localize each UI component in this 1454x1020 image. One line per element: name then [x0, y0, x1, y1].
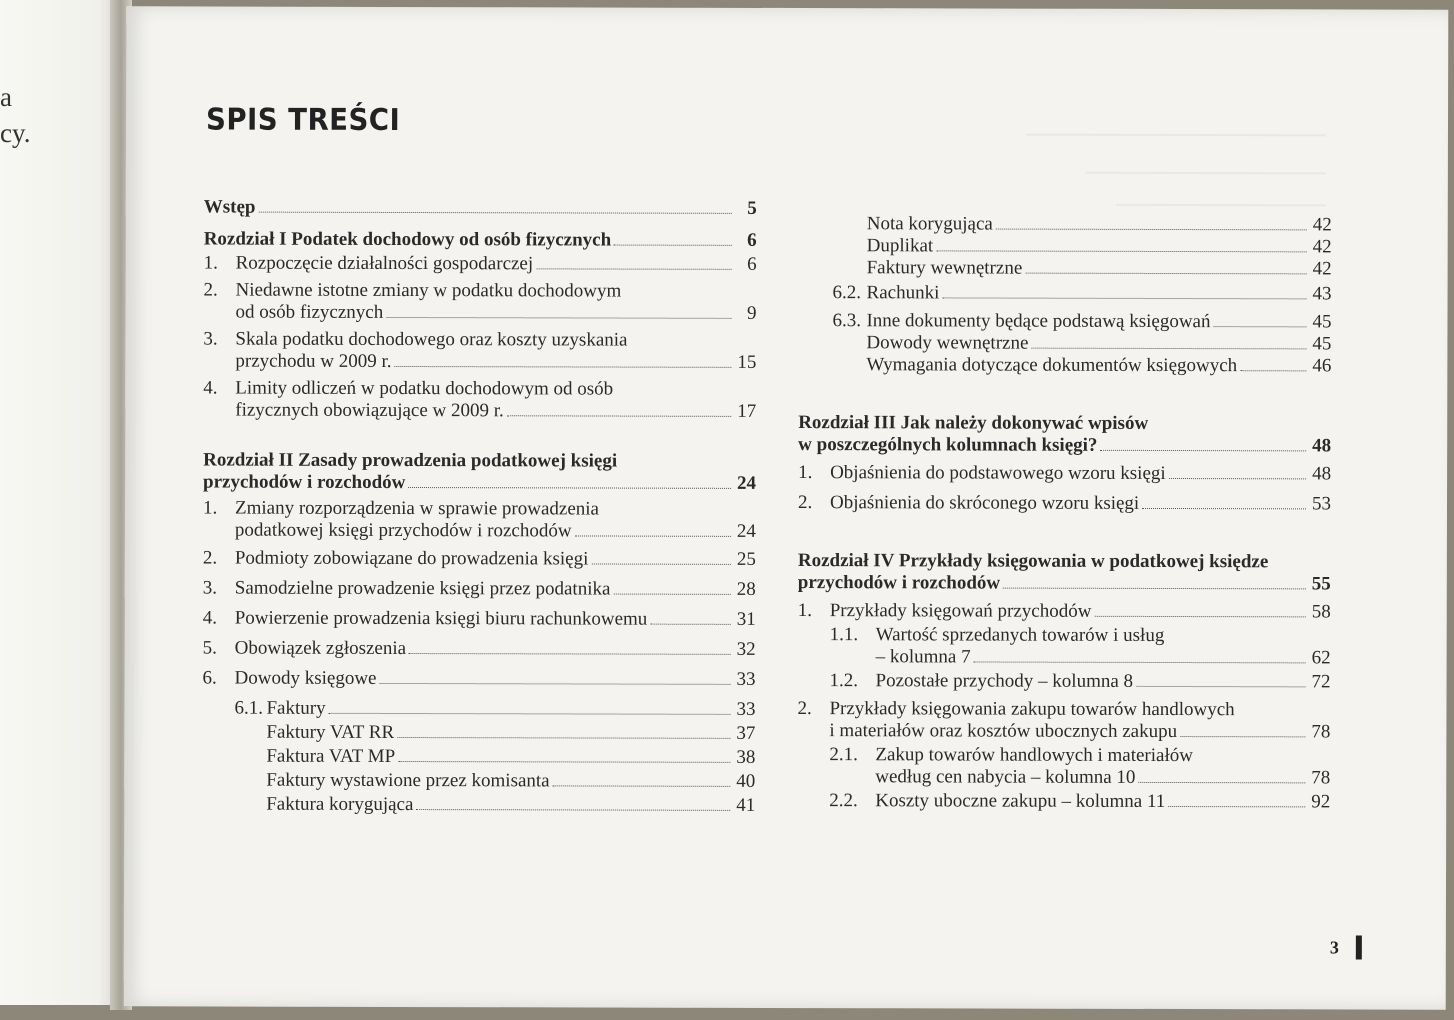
- toc-page-number: 28: [736, 578, 756, 600]
- toc-entry: [798, 492, 1331, 515]
- toc-entry-label: według cen nabycia – kolumna 10: [875, 766, 1136, 788]
- toc-entry-number: 3.: [203, 328, 218, 350]
- dot-leader: [1168, 806, 1305, 807]
- toc-page-number: 17: [737, 400, 757, 422]
- toc-page-number: 42: [1312, 258, 1332, 280]
- dot-leader: [936, 250, 1307, 252]
- page-number-bar: [1356, 935, 1362, 959]
- toc-entry-label: Faktura VAT MP: [266, 745, 396, 767]
- toc-chapter-3: [798, 412, 1331, 457]
- toc-page-number: 6: [747, 229, 757, 251]
- dot-leader: [395, 366, 732, 368]
- toc-entry-number: 2.2.: [829, 790, 858, 812]
- toc-entry-label: Wstęp: [203, 196, 256, 218]
- toc-entry-label: przychodu w 2009 r.: [235, 350, 392, 372]
- toc-entry-label: Objaśnienia do skróconego wzoru księgi: [829, 492, 1140, 514]
- toc-right-column: [797, 213, 1332, 813]
- dot-leader: [259, 212, 732, 214]
- dot-leader: [996, 229, 1307, 231]
- toc-entry-number: 3.: [202, 577, 218, 599]
- toc-entry-number: 2.: [203, 279, 218, 301]
- toc-chapter-title: Rozdział IV Przykłady księgowania w podatkowej księdze: [797, 550, 1269, 573]
- toc-entry-label: Faktury wewnętrzne: [866, 257, 1023, 279]
- toc-entry-label: Limity odliczeń w podatku dochodowym od osób: [235, 377, 614, 400]
- toc-entry-number: 2.1.: [829, 744, 858, 766]
- toc-page-number: 48: [1312, 463, 1332, 485]
- toc-subentry: [798, 624, 1331, 669]
- toc-subsubentry: [798, 332, 1331, 355]
- toc-subentry: [798, 670, 1331, 693]
- toc-subsubentry: [202, 793, 755, 816]
- dot-leader: [575, 535, 731, 536]
- toc-entry-label: Wartość sprzedanych towarów i usług: [875, 624, 1165, 646]
- toc-entry-number: 2.: [797, 698, 812, 720]
- toc-page-number: 58: [1311, 601, 1331, 623]
- toc-subsubentry: [798, 354, 1331, 377]
- dot-leader: [613, 594, 730, 595]
- toc-entry: [203, 497, 756, 542]
- dot-leader: [409, 653, 731, 655]
- toc-chapter-title: przychodów i rozchodów: [203, 471, 406, 494]
- toc-entry-label: Podmioty zobowiązane do prowadzenia księgi: [234, 547, 589, 570]
- toc-entry: [798, 462, 1331, 485]
- dot-leader: [1180, 736, 1305, 737]
- dot-leader: [416, 809, 730, 811]
- toc-entry: [204, 252, 757, 275]
- toc-chapter-1: [204, 228, 757, 251]
- toc-page-number: 6: [747, 253, 757, 275]
- toc-entry-number: 6.3.: [832, 310, 862, 332]
- toc-subsubentry: [799, 257, 1332, 280]
- toc-chapter-2: [203, 449, 756, 494]
- dot-leader: [591, 563, 730, 564]
- toc-entry-label: Inne dokumenty będące podstawą księgowań: [866, 310, 1211, 333]
- toc-chapter-title: Rozdział III Jak należy dokonywać wpisów: [798, 412, 1149, 434]
- toc-entry-label: Rachunki: [866, 282, 940, 304]
- toc-entry-label: Skala podatku dochodowego oraz koszty uzyskania: [235, 328, 628, 351]
- toc-page-number: 15: [737, 351, 757, 373]
- toc-page-number: 41: [736, 794, 756, 816]
- dot-leader: [1031, 348, 1306, 350]
- toc-subsubentry: [202, 769, 755, 792]
- dot-leader: [408, 487, 731, 489]
- dot-leader: [1213, 326, 1306, 327]
- dot-leader: [1138, 782, 1305, 783]
- toc-page-number: 38: [736, 746, 756, 768]
- toc-entry-number: 1.1.: [829, 624, 859, 646]
- toc-entry: [203, 607, 756, 630]
- toc-entry-label: Zakup towarów handlowych i materiałów: [875, 744, 1194, 767]
- toc-entry-number: 1.: [203, 252, 218, 274]
- toc-page-number: 42: [1312, 214, 1332, 236]
- dot-leader: [386, 317, 731, 319]
- left-page-fragment: a: [0, 82, 12, 112]
- toc-subsubentry: [799, 213, 1332, 236]
- dot-leader: [329, 713, 731, 715]
- toc-entry-label: Faktury wystawione przez komisanta: [266, 769, 550, 792]
- toc-entry-number: 6.: [202, 667, 217, 689]
- toc-entry-number: 1.: [202, 497, 218, 519]
- toc-entry-label: Obowiązek zgłoszenia: [234, 637, 407, 660]
- toc-entry-wstep: [204, 196, 757, 219]
- toc-entry-label: Koszty uboczne zakupu – kolumna 11: [875, 790, 1166, 812]
- toc-entry: [203, 377, 756, 422]
- toc-chapter-title: w poszczególnych kolumnach księgi?: [798, 434, 1098, 456]
- dot-leader: [1136, 686, 1305, 687]
- toc-subentry: [202, 697, 755, 720]
- page-number: 3: [1329, 937, 1339, 958]
- toc-entry-label: Objaśnienia do podstawowego wzoru księgi: [830, 462, 1166, 484]
- dot-leader: [1025, 273, 1306, 275]
- toc-page-number: 78: [1311, 767, 1331, 789]
- toc-entry-number: 2.: [202, 547, 218, 569]
- toc-page-number: 42: [1312, 236, 1332, 258]
- left-page-fragment: cy.: [0, 118, 31, 148]
- toc-entry-label: Rozpoczęcie działalności gospodarczej: [235, 252, 534, 275]
- toc-entry-label: Samodzielne prowadzenie księgi przez podatnika: [234, 577, 611, 600]
- toc-subentry: [798, 310, 1331, 333]
- left-page: [0, 0, 122, 1005]
- toc-page-number: 72: [1311, 671, 1331, 693]
- dot-leader: [507, 415, 731, 417]
- toc-entry-label: Dowody wewnętrzne: [866, 332, 1029, 354]
- toc-entry-label: Przykłady księgowania zakupu towarów handlowych: [829, 698, 1235, 721]
- toc-entry: [797, 698, 1330, 743]
- toc-page-number: 37: [736, 722, 756, 744]
- dot-leader: [1094, 616, 1305, 618]
- dot-leader: [1003, 588, 1306, 590]
- toc-page-number: 62: [1311, 647, 1331, 669]
- toc-chapter-title: przychodów i rozchodów: [797, 572, 1001, 594]
- toc-page-number: 55: [1311, 573, 1331, 595]
- toc-page-number: 9: [746, 302, 757, 324]
- toc-subentry: [797, 744, 1330, 789]
- toc-entry-number: 6.1.: [234, 697, 264, 719]
- toc-entry: [203, 547, 756, 570]
- dot-leader: [942, 297, 1306, 299]
- toc-chapter-title: Rozdział II Zasady prowadzenia podatkowej księgi: [203, 449, 618, 472]
- toc-entry-label: od osób fizycznych: [235, 301, 384, 323]
- toc-page-number: 24: [737, 472, 757, 494]
- dot-leader: [1100, 450, 1306, 452]
- toc-page-number: 40: [736, 770, 756, 792]
- dot-leader: [553, 785, 731, 786]
- toc-entry-label: Nota korygująca: [866, 213, 993, 235]
- toc-page-number: 78: [1311, 721, 1331, 743]
- toc-chapter-title: Rozdział I Podatek dochodowy od osób fizycznych: [203, 228, 612, 251]
- toc-page-number: 5: [747, 197, 757, 219]
- dot-leader: [974, 661, 1306, 663]
- dot-leader: [1240, 370, 1306, 371]
- toc-entry-number: 1.2.: [829, 670, 859, 692]
- toc-chapter-4: [798, 550, 1331, 595]
- toc-page-number: 33: [736, 698, 756, 720]
- toc-page-number: 32: [736, 638, 756, 660]
- toc-entry: [203, 577, 756, 600]
- dot-leader: [398, 761, 730, 763]
- dot-leader: [1169, 478, 1306, 479]
- dot-leader: [1142, 508, 1306, 509]
- toc-entry: [203, 667, 756, 690]
- toc-subentry: [797, 790, 1330, 813]
- toc-subsubentry: [799, 235, 1332, 258]
- toc-entry-label: Faktury VAT RR: [266, 721, 395, 743]
- toc-entry-label: Duplikat: [866, 235, 934, 257]
- toc-entry: [203, 328, 756, 373]
- toc-entry-number: 1.: [798, 462, 813, 484]
- toc-entry-label: – kolumna 7: [875, 646, 971, 668]
- toc-subsubentry: [202, 745, 755, 768]
- toc-subentry: [799, 282, 1332, 305]
- toc-entry-label: i materiałów oraz kosztów ubocznych zakupu: [829, 720, 1178, 743]
- page-title: SPIS TREŚCI: [205, 102, 401, 138]
- toc-page-number: 53: [1311, 493, 1332, 515]
- toc-subsubentry: [202, 721, 755, 744]
- toc-page-number: 33: [736, 668, 756, 690]
- toc-entry: [203, 279, 756, 324]
- toc-page-number: 25: [736, 548, 756, 570]
- toc-entry-label: Dowody księgowe: [234, 667, 377, 689]
- toc-entry-label: Wymagania dotyczące dokumentów księgowych: [866, 354, 1238, 377]
- toc-page-number: 45: [1312, 311, 1332, 333]
- toc-page-number: 48: [1312, 435, 1332, 457]
- toc-entry-number: 4.: [202, 607, 217, 629]
- toc-entry-label: Niedawne istotne zmiany w podatku dochodowym: [235, 279, 622, 302]
- toc-entry-label: fizycznych obowiązujące w 2009 r.: [235, 399, 504, 422]
- book-page: [124, 6, 1449, 1009]
- toc-entry-label: Faktury: [266, 697, 326, 719]
- toc-page-number: 24: [736, 520, 756, 542]
- toc-page-number: 46: [1312, 355, 1332, 377]
- toc-entry: [798, 600, 1331, 623]
- toc-entry-label: Powierzenie prowadzenia księgi biuru rachunkowemu: [234, 607, 648, 630]
- toc-page-number: 43: [1312, 283, 1332, 305]
- toc-entry-label: podatkowej księgi przychodów i rozchodów: [234, 519, 572, 542]
- toc-left-column: [202, 196, 757, 816]
- toc-entry-label: Pozostałe przychody – kolumna 8: [875, 670, 1134, 692]
- toc-entry: [203, 637, 756, 660]
- toc-entry-number: 4.: [203, 377, 218, 399]
- toc-entry-number: 1.: [797, 600, 813, 622]
- toc-entry-number: 5.: [202, 637, 217, 659]
- toc-page-number: 45: [1312, 333, 1332, 355]
- dot-leader: [536, 268, 731, 270]
- toc-entry-label: Faktura korygująca: [266, 793, 414, 816]
- dot-leader: [650, 624, 730, 625]
- toc-entry-number: 2.: [797, 492, 813, 514]
- toc-page-number: 31: [736, 608, 756, 630]
- toc-page-number: 92: [1311, 791, 1331, 813]
- dot-leader: [397, 737, 730, 739]
- toc-entry-label: Zmiany rozporządzenia w sprawie prowadzenia: [234, 497, 600, 520]
- dot-leader: [614, 245, 732, 246]
- dot-leader: [379, 683, 730, 685]
- toc-entry-label: Przykłady księgowań przychodów: [829, 600, 1092, 622]
- toc-entry-number: 6.2.: [832, 282, 862, 304]
